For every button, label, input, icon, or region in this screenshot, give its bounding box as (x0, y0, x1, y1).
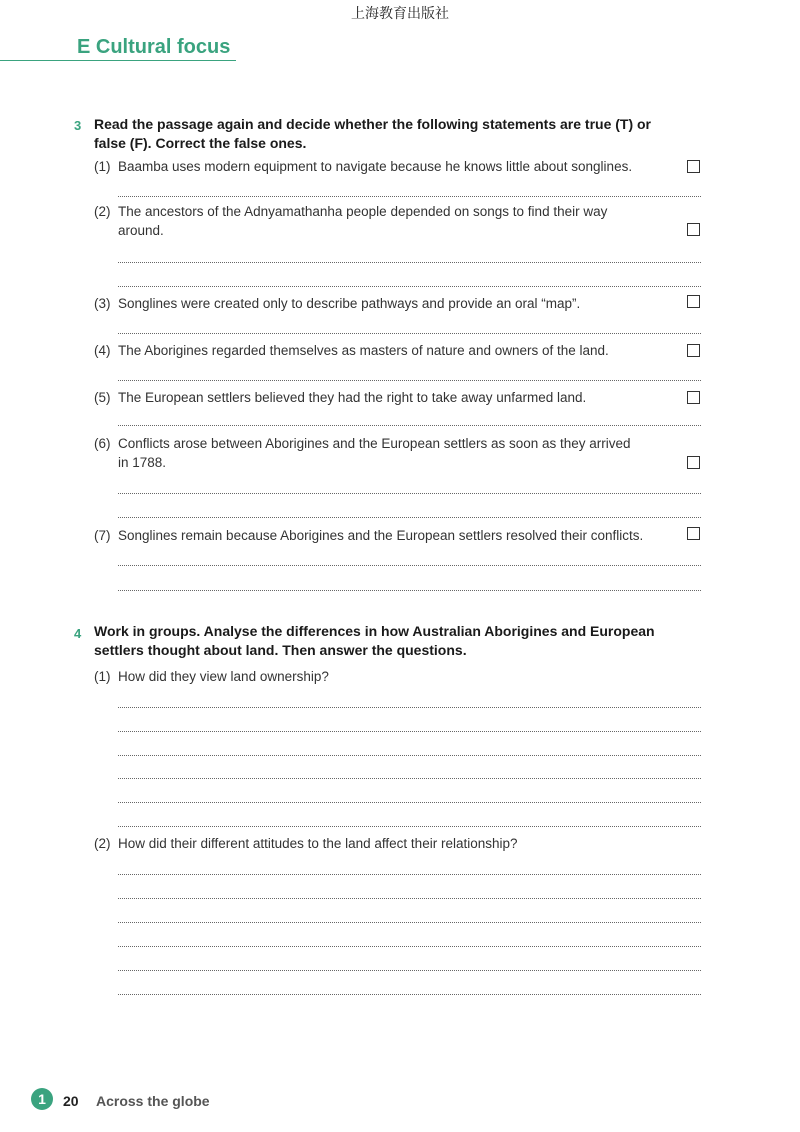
unit-badge: 1 (31, 1088, 53, 1110)
statement-3 (94, 294, 580, 313)
statement-5 (94, 388, 586, 407)
page-number: 20 (63, 1093, 79, 1109)
statement-number: (5) (94, 390, 111, 405)
question-2 (94, 834, 518, 853)
answer-line[interactable] (118, 590, 701, 591)
statement-text: Songlines were created only to describe pathways and provide an oral “map”. (118, 296, 581, 311)
statement-text-continued: in 1788. (118, 455, 167, 470)
exercise-4-instruction-line-2: settlers thought about land. Then answer the questions. (94, 642, 467, 658)
statement-number: (3) (94, 296, 111, 311)
statement-6 (94, 434, 631, 472)
exercise-4-number: 4 (74, 626, 82, 641)
answer-line[interactable] (118, 425, 701, 426)
answer-line[interactable] (118, 826, 701, 827)
section-title: E Cultural focus (77, 36, 231, 58)
statement-text: The Aborigines regarded themselves as masters of nature and owners of the land. (118, 343, 609, 358)
question-text: How did they view land ownership? (118, 669, 329, 684)
answer-line[interactable] (118, 755, 701, 756)
question-number: (2) (94, 836, 111, 851)
answer-line[interactable] (118, 874, 701, 875)
statement-text: The ancestors of the Adnyamathanha people depended on songs to find their way (118, 204, 608, 219)
answer-line[interactable] (118, 565, 701, 566)
tf-checkbox-5[interactable] (687, 391, 700, 404)
tf-checkbox-6[interactable] (687, 456, 700, 469)
statement-number: (4) (94, 343, 111, 358)
statement-4 (94, 341, 609, 360)
tf-checkbox-7[interactable] (687, 527, 700, 540)
publisher-header: 上海教育出版社 (351, 6, 449, 22)
statement-1 (94, 157, 632, 176)
answer-line[interactable] (118, 196, 701, 197)
answer-line[interactable] (118, 517, 701, 518)
answer-line[interactable] (118, 707, 701, 708)
statement-2 (94, 202, 607, 240)
statement-7 (94, 526, 643, 545)
answer-line[interactable] (118, 731, 701, 732)
statement-number: (1) (94, 159, 111, 174)
tf-checkbox-2[interactable] (687, 223, 700, 236)
footer-unit-title: Across the globe (96, 1093, 210, 1109)
answer-line[interactable] (118, 262, 701, 263)
answer-line[interactable] (118, 493, 701, 494)
answer-line[interactable] (118, 380, 701, 381)
question-text: How did their different attitudes to the land affect their relationship? (118, 836, 518, 851)
answer-line[interactable] (118, 802, 701, 803)
exercise-3-instruction-line-2: false (F). Correct the false ones. (94, 135, 307, 151)
exercise-4-instruction-line-1: Work in groups. Analyse the differences in how Australian Aborigines and European (94, 623, 655, 639)
statement-number: (6) (94, 436, 111, 451)
question-1 (94, 667, 329, 686)
answer-line[interactable] (118, 922, 701, 923)
tf-checkbox-4[interactable] (687, 344, 700, 357)
statement-number: (7) (94, 528, 111, 543)
tf-checkbox-3[interactable] (687, 295, 700, 308)
question-number: (1) (94, 669, 111, 684)
exercise-3-instruction-line-1: Read the passage again and decide whether the following statements are true (T) or (94, 116, 652, 132)
statement-text: The European settlers believed they had the right to take away unfarmed land. (118, 390, 587, 405)
answer-line[interactable] (118, 994, 701, 995)
statement-number: (2) (94, 204, 111, 219)
tf-checkbox-1[interactable] (687, 160, 700, 173)
exercise-4-instruction (94, 622, 694, 660)
answer-line[interactable] (118, 333, 701, 334)
answer-line[interactable] (118, 778, 701, 779)
statement-text: Songlines remain because Aborigines and the European settlers resolved their conflicts. (118, 528, 644, 543)
answer-line[interactable] (118, 970, 701, 971)
answer-line[interactable] (118, 286, 701, 287)
statement-text: Conflicts arose between Aborigines and the European settlers as soon as they arrived (118, 436, 631, 451)
answer-line[interactable] (118, 898, 701, 899)
exercise-3-instruction (94, 115, 694, 153)
statement-text-continued: around. (118, 223, 164, 238)
exercise-3-number: 3 (74, 118, 82, 133)
statement-text: Baamba uses modern equipment to navigate because he knows little about songlines. (118, 159, 633, 174)
answer-line[interactable] (118, 946, 701, 947)
section-title-rule (0, 60, 236, 61)
